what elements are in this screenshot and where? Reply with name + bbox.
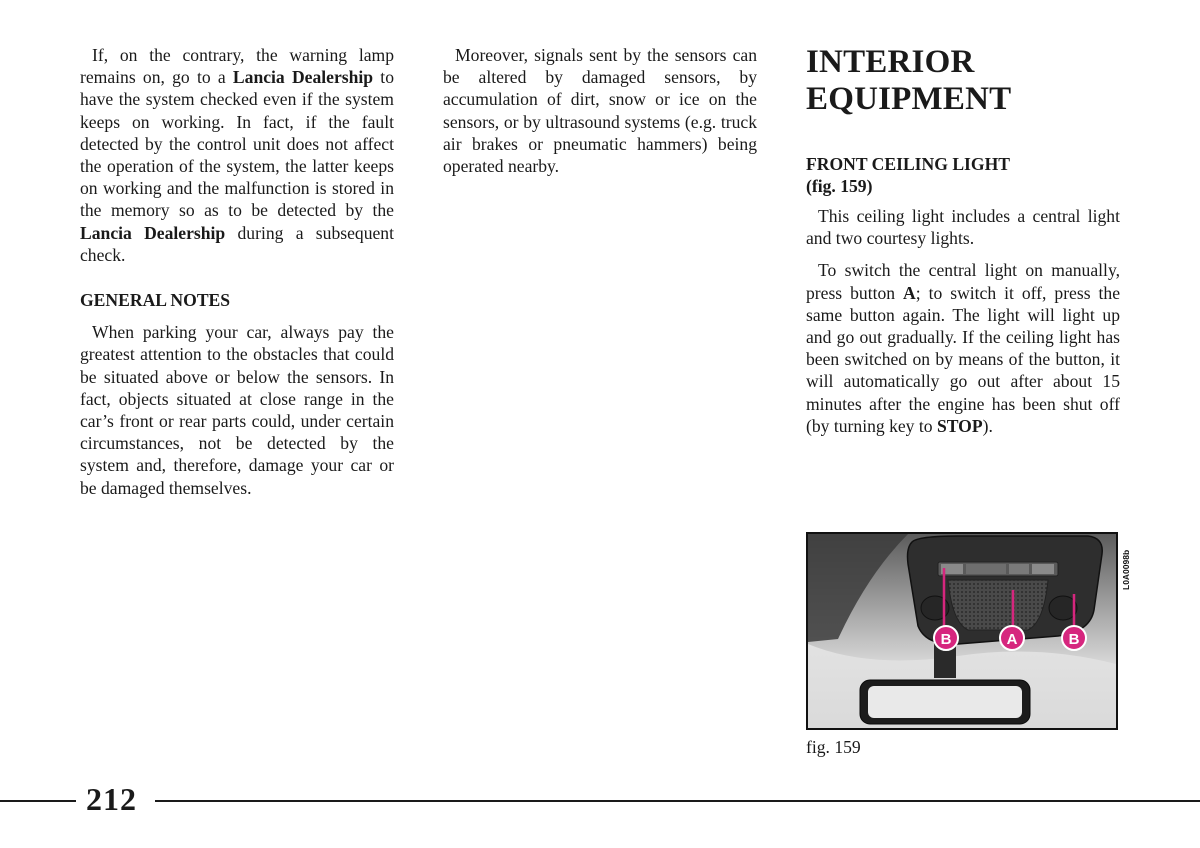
button-right-b	[1032, 564, 1054, 574]
front-ceiling-light-heading: FRONT CEILING LIGHT (fig. 159)	[806, 154, 1011, 196]
paragraph-signals: Moreover, signals sent by the sensors can be altered by damaged sensors, by accumulation of dirt, snow or ice on the sensors, or by ultrasound systems (e.g. truck air brakes or pneumatic hammers) being operated nearby.	[443, 45, 757, 177]
dealership-bold: Lancia Dealership	[80, 222, 226, 243]
svg-text:L0A0098b: L0A0098b	[1121, 549, 1131, 590]
paragraph-warning-lamp: If, on the contrary, the warning lamp remains on, go to a Lancia Dealership to have the system checked even if the system keeps on working. In fact, if the fault detected by the control unit does not affect the operation of the system, the latter keeps on working and the malfunction is stored in the memory so as to be detected by the Lancia Dealership during a subsequent check.	[80, 45, 394, 265]
page-number: 212	[86, 781, 137, 817]
column-1	[80, 44, 394, 499]
figure-caption: fig. 159	[806, 737, 861, 757]
column-3	[806, 44, 1120, 437]
figure-code	[1119, 532, 1133, 592]
paragraph-switch-instructions: To switch the central light on manually, press button A; to switch it off, press the same button again. The light will light up and go out gradually. If the ceiling light has been switched on by means of the button, it will automatically go out after about 15 minutes after the engine has been shut off (by turning key to STOP).	[806, 260, 1120, 436]
mirror-glass	[868, 686, 1022, 718]
dealership-bold: Lancia Dealership	[232, 67, 374, 88]
label-b-left	[934, 626, 958, 650]
ceiling-light-illustration	[808, 534, 1116, 728]
speaker-grille	[948, 580, 1048, 630]
column-2	[443, 44, 757, 177]
general-notes-heading: GENERAL NOTES	[80, 290, 231, 311]
section-title: INTERIOR EQUIPMENT	[806, 44, 1012, 117]
ceiling-light-figure	[806, 532, 1118, 730]
svg-text:B: B	[1068, 631, 1080, 648]
paragraph-ceiling-light-intro: This ceiling light includes a central light and two courtesy lights.	[806, 206, 1120, 249]
button-right-a	[1009, 564, 1029, 574]
button-center	[966, 564, 1006, 574]
svg-text:A: A	[1006, 631, 1018, 648]
label-b-right	[1062, 626, 1086, 650]
footer-rule-left	[0, 800, 76, 802]
paragraph-parking: When parking your car, always pay the greatest attention to the obstacles that could be situated above or below the sensors. In fact, objects situated at close range in the car’s front or rear parts could, under certain circumstances, not be detected by the system and, therefore, damage your car or be damaged themselves.	[80, 322, 394, 498]
label-a	[1000, 626, 1024, 650]
svg-text:B: B	[940, 631, 952, 648]
footer-rule-right	[155, 800, 1200, 802]
